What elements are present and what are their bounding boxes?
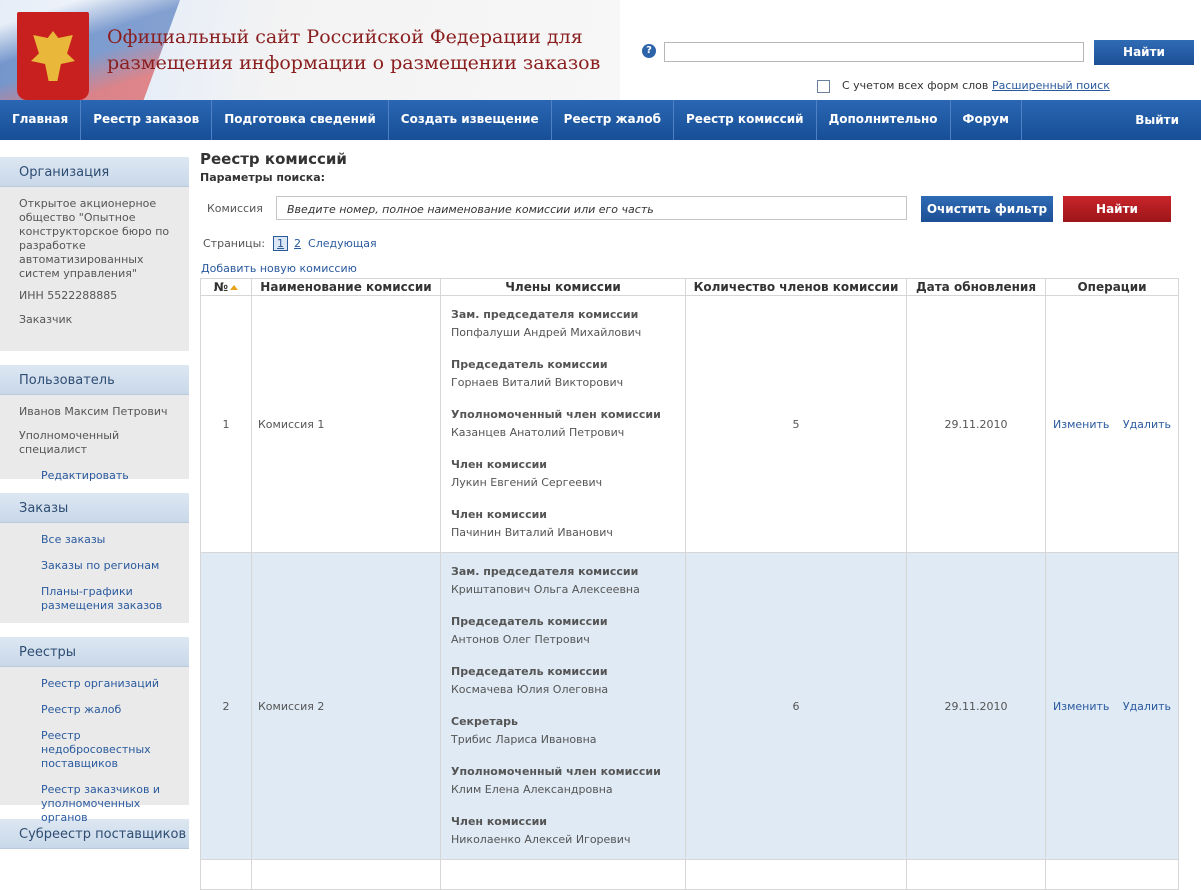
member-person: Горнаев Виталий Викторович [451,376,624,389]
row-members [441,296,686,553]
logout-link[interactable]: Выйти [1135,113,1179,127]
delete-link[interactable]: Удалить [1122,417,1171,431]
wordforms-checkbox[interactable] [817,80,830,93]
row-operations [1046,553,1179,860]
column-header-members: Члены комиссии [441,279,686,296]
member-role: Член комиссии [451,458,548,471]
page-link-2[interactable]: 2 [294,237,302,250]
table-header-row [201,279,1179,296]
member-person: Попфалуши Андрей Михайлович [451,326,642,339]
nav-item-home[interactable]: Главная [0,100,81,140]
row-ops-empty [1046,860,1179,890]
column-header-date: Дата обновления [907,279,1046,296]
sidebar-registries-panel [0,667,189,824]
row-number: 1 [201,296,252,553]
column-header-count: Количество членов комиссии [686,279,907,296]
sidebar-user-title: Пользователь [0,365,189,395]
edit-link[interactable]: Изменить [1053,417,1110,431]
row-members-empty [441,860,686,890]
site-search-button[interactable]: Найти [1094,40,1194,65]
member-role: Секретарь [451,715,518,728]
nav-item-additional[interactable]: Дополнительно [817,100,951,140]
header-banner [0,0,620,100]
member-role: Председатель комиссии [451,615,608,628]
column-header-number[interactable] [201,279,252,296]
row-commission-name: Комиссия 1 [252,296,441,553]
sidebar-link-complaints-registry[interactable]: Реестр жалоб [41,703,122,716]
member-person: Космачева Юлия Олеговна [451,683,609,696]
column-header-name: Наименование комиссии [252,279,441,296]
coat-of-arms-icon [17,12,89,100]
commission-field-label: Комиссия [207,202,263,215]
advanced-search-link[interactable]: Расширенный поиск [992,79,1110,92]
site-header [0,0,1201,100]
member-person: Казанцев Анатолий Петрович [451,426,625,439]
page-title: Реестр комиссий [200,150,347,168]
row-operations [1046,296,1179,553]
sidebar-user-panel [0,395,189,482]
member-role: Уполномоченный член комиссии [451,765,661,778]
sidebar-link-orders-by-region[interactable]: Заказы по регионам [41,559,160,572]
edit-link[interactable]: Изменить [1053,699,1110,713]
nav-item-create-notice[interactable]: Создать извещение [389,100,552,140]
table-row [201,860,1179,890]
row-member-count: 6 [686,553,907,860]
member-role: Зам. председателя комиссии [451,308,639,321]
sidebar-registries-title: Реестры [0,637,189,667]
row-update-date: 29.11.2010 [907,553,1046,860]
pager-label: Страницы: [203,237,266,250]
organization-name: Открытое акционерное общество "Опытное конструкторское бюро по разработке автоматизированных систем управления" [19,197,170,280]
member-role: Председатель комиссии [451,358,608,371]
nav-item-orders-registry[interactable]: Реестр заказов [81,100,212,140]
user-name: Иванов Максим Петрович [19,405,168,418]
member-person: Клим Елена Александровна [451,783,613,796]
sidebar-link-unfair-suppliers[interactable]: Реестр недобросовестных поставщиков [41,729,151,770]
member-role: Зам. председателя комиссии [451,565,639,578]
main-nav [0,100,1201,140]
member-person: Лукин Евгений Сергеевич [451,476,603,489]
row-members [441,553,686,860]
row-commission-name: Комиссия 2 [252,553,441,860]
clear-filter-button[interactable]: Очистить фильтр [921,196,1053,222]
sidebar-orders-panel [0,523,189,623]
edit-user-link[interactable]: Редактировать [41,469,129,482]
nav-item-complaints-registry[interactable]: Реестр жалоб [552,100,674,140]
add-commission-link[interactable]: Добавить новую комиссию [201,262,357,275]
search-params-label: Параметры поиска: [200,171,326,184]
sidebar-link-all-orders[interactable]: Все заказы [41,533,106,546]
member-role: Член комиссии [451,815,548,828]
member-role: Член комиссии [451,508,548,521]
row-name-empty [252,860,441,890]
sidebar-link-organizations-registry[interactable]: Реестр организаций [41,677,160,690]
sidebar-organization-panel [0,187,189,351]
sort-asc-icon[interactable] [230,285,238,290]
find-button[interactable]: Найти [1063,196,1171,222]
member-person: Антонов Олег Петрович [451,633,590,646]
row-date-empty [907,860,1046,890]
row-number-empty [201,860,252,890]
column-header-operations: Операции [1046,279,1179,296]
commissions-table [200,278,1179,890]
sidebar-subregistry-title[interactable]: Субреестр поставщиков [0,819,189,849]
user-role: Уполномоченный специалист [19,429,120,456]
wordforms-label: С учетом всех форм слов [842,79,989,92]
sidebar-link-schedules[interactable]: Планы-графики размещения заказов [41,585,163,612]
commission-search-input[interactable]: Введите номер, полное наименование комиссии или его часть [276,196,907,220]
member-person: Пачинин Виталий Иванович [451,526,613,539]
nav-item-prepare-data[interactable]: Подготовка сведений [212,100,389,140]
member-person: Трибис Лариса Ивановна [451,733,597,746]
main-content [200,150,1180,846]
page-link-current[interactable]: 1 [273,236,288,251]
sidebar-link-customers-registry[interactable]: Реестр заказчиков и уполномоченных органов [41,783,161,824]
member-person: Николаенко Алексей Игоревич [451,833,631,846]
member-person: Криштапович Ольга Алексеевна [451,583,640,596]
row-update-date: 29.11.2010 [907,296,1046,553]
nav-item-forum[interactable]: Форум [951,100,1022,140]
table-row [201,553,1179,860]
delete-link[interactable]: Удалить [1122,699,1171,713]
organization-role: Заказчик [19,313,73,326]
sidebar [0,157,189,849]
sidebar-organization-title: Организация [0,157,189,187]
site-title: Официальный сайт Российской Федерации для размещения информации о размещении заказов [107,26,601,74]
table-row [201,296,1179,553]
page-link-next[interactable]: Следующая [308,237,377,250]
member-role: Уполномоченный член комиссии [451,408,661,421]
member-role: Председатель комиссии [451,665,608,678]
site-search-input[interactable] [664,42,1084,62]
sidebar-orders-title: Заказы [0,493,189,523]
nav-item-commissions-registry[interactable]: Реестр комиссий [674,100,817,140]
organization-inn: ИНН 5522288885 [19,289,118,302]
row-count-empty [686,860,907,890]
help-icon[interactable]: ? [642,44,656,58]
row-member-count: 5 [686,296,907,553]
pagination [203,236,377,251]
column-header-number-label[interactable]: № [213,280,229,294]
row-number: 2 [201,553,252,860]
